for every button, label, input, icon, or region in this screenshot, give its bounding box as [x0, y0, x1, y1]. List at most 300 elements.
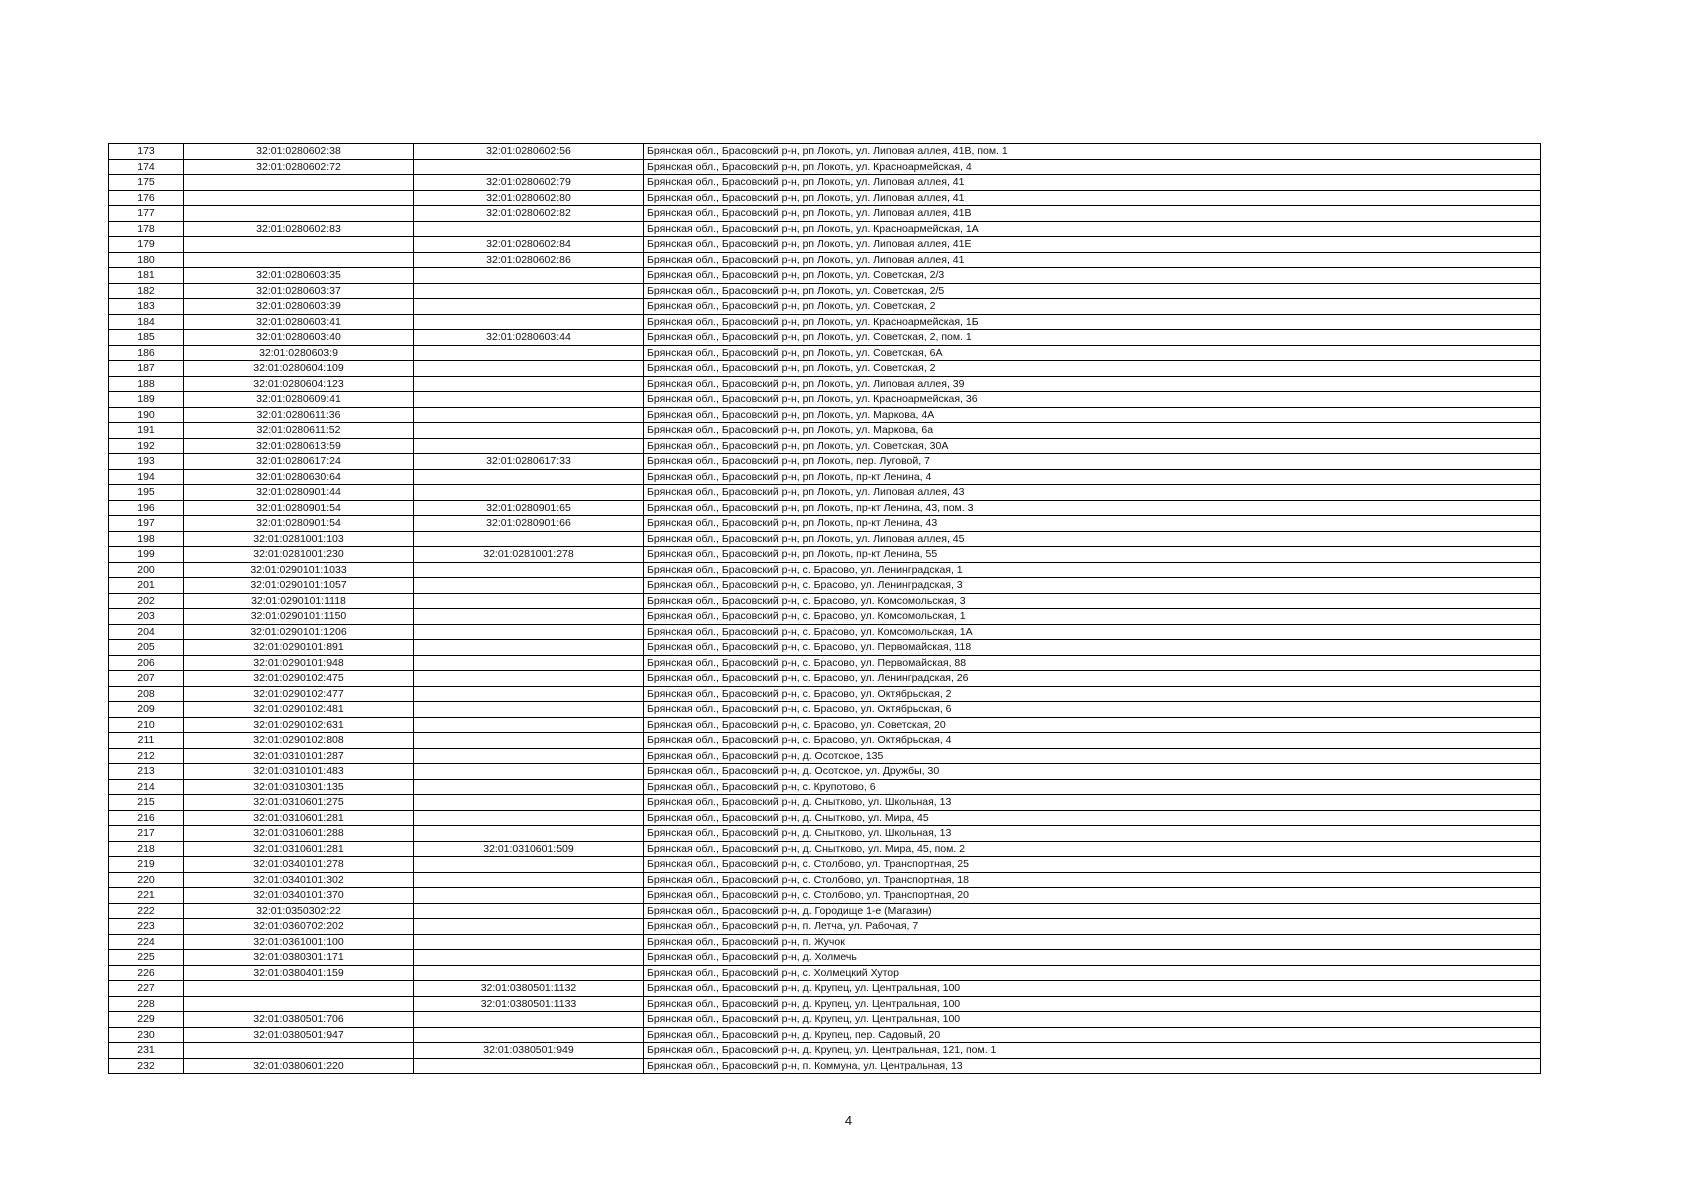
- related-cadastral-number-cell: 32:01:0280901:65: [414, 500, 644, 516]
- row-number-cell: 228: [109, 996, 184, 1012]
- table-row: [109, 407, 1541, 423]
- related-cadastral-number-cell: [414, 903, 644, 919]
- row-number-cell: 201: [109, 578, 184, 594]
- row-number-cell: 221: [109, 888, 184, 904]
- row-number-cell: 227: [109, 981, 184, 997]
- cadastral-number-cell: 32:01:0290102:481: [184, 702, 414, 718]
- related-cadastral-number-cell: 32:01:0380501:949: [414, 1043, 644, 1059]
- row-number-cell: 178: [109, 221, 184, 237]
- related-cadastral-number-cell: [414, 562, 644, 578]
- table-row: [109, 717, 1541, 733]
- table-row: [109, 996, 1541, 1012]
- row-number-cell: 210: [109, 717, 184, 733]
- table-row: [109, 485, 1541, 501]
- cadastral-number-cell: 32:01:0380401:159: [184, 965, 414, 981]
- address-cell: Брянская обл., Брасовский р-н, рп Локоть, пр-кт Ленина, 43: [644, 516, 1541, 532]
- cadastral-number-cell: 32:01:0280603:35: [184, 268, 414, 284]
- row-number-cell: 213: [109, 764, 184, 780]
- address-cell: Брянская обл., Брасовский р-н, рп Локоть, ул. Липовая аллея, 39: [644, 376, 1541, 392]
- address-cell: Брянская обл., Брасовский р-н, рп Локоть, ул. Липовая аллея, 43: [644, 485, 1541, 501]
- address-cell: Брянская обл., Брасовский р-н, д. Снытково, ул. Школьная, 13: [644, 795, 1541, 811]
- cadastral-number-cell: 32:01:0290102:477: [184, 686, 414, 702]
- table-row: [109, 345, 1541, 361]
- address-cell: Брянская обл., Брасовский р-н, п. Жучок: [644, 934, 1541, 950]
- related-cadastral-number-cell: [414, 593, 644, 609]
- related-cadastral-number-cell: [414, 702, 644, 718]
- related-cadastral-number-cell: [414, 268, 644, 284]
- related-cadastral-number-cell: [414, 733, 644, 749]
- table-row: [109, 206, 1541, 222]
- address-cell: Брянская обл., Брасовский р-н, рп Локоть, ул. Маркова, 6а: [644, 423, 1541, 439]
- cadastral-number-cell: 32:01:0280604:109: [184, 361, 414, 377]
- cadastral-number-cell: 32:01:0280603:40: [184, 330, 414, 346]
- related-cadastral-number-cell: [414, 578, 644, 594]
- address-cell: Брянская обл., Брасовский р-н, с. Столбово, ул. Транспортная, 25: [644, 857, 1541, 873]
- table-row: [109, 1058, 1541, 1074]
- address-cell: Брянская обл., Брасовский р-н, с. Брасово, ул. Ленинградская, 3: [644, 578, 1541, 594]
- address-cell: Брянская обл., Брасовский р-н, рп Локоть, ул. Красноармейская, 1А: [644, 221, 1541, 237]
- table-row: [109, 547, 1541, 563]
- row-number-cell: 196: [109, 500, 184, 516]
- address-cell: Брянская обл., Брасовский р-н, рп Локоть, ул. Советская, 2/5: [644, 283, 1541, 299]
- cadastral-number-cell: 32:01:0310601:288: [184, 826, 414, 842]
- row-number-cell: 191: [109, 423, 184, 439]
- related-cadastral-number-cell: 32:01:0280602:82: [414, 206, 644, 222]
- row-number-cell: 179: [109, 237, 184, 253]
- cadastral-number-cell: 32:01:0340101:370: [184, 888, 414, 904]
- address-cell: Брянская обл., Брасовский р-н, с. Брасово, ул. Первомайская, 118: [644, 640, 1541, 656]
- cadastral-number-cell: 32:01:0310601:281: [184, 841, 414, 857]
- table-row: [109, 361, 1541, 377]
- address-cell: Брянская обл., Брасовский р-н, рп Локоть, ул. Липовая аллея, 41В: [644, 206, 1541, 222]
- address-cell: Брянская обл., Брасовский р-н, с. Брасово, ул. Ленинградская, 1: [644, 562, 1541, 578]
- row-number-cell: 205: [109, 640, 184, 656]
- address-cell: Брянская обл., Брасовский р-н, с. Брасово, ул. Советская, 20: [644, 717, 1541, 733]
- cadastral-number-cell: 32:01:0280603:37: [184, 283, 414, 299]
- related-cadastral-number-cell: 32:01:0280602:80: [414, 190, 644, 206]
- address-cell: Брянская обл., Брасовский р-н, д. Крупец, ул. Центральная, 100: [644, 981, 1541, 997]
- table-row: [109, 903, 1541, 919]
- related-cadastral-number-cell: 32:01:0281001:278: [414, 547, 644, 563]
- row-number-cell: 187: [109, 361, 184, 377]
- related-cadastral-number-cell: [414, 407, 644, 423]
- address-cell: Брянская обл., Брасовский р-н, д. Снытково, ул. Школьная, 13: [644, 826, 1541, 842]
- cadastral-number-cell: 32:01:0290102:808: [184, 733, 414, 749]
- row-number-cell: 202: [109, 593, 184, 609]
- table-row: [109, 872, 1541, 888]
- related-cadastral-number-cell: [414, 857, 644, 873]
- cadastral-number-cell: [184, 237, 414, 253]
- address-cell: Брянская обл., Брасовский р-н, д. Осотское, ул. Дружбы, 30: [644, 764, 1541, 780]
- address-cell: Брянская обл., Брасовский р-н, рп Локоть, ул. Липовая аллея, 41: [644, 252, 1541, 268]
- row-number-cell: 176: [109, 190, 184, 206]
- table-row: [109, 190, 1541, 206]
- cadastral-number-cell: 32:01:0280609:41: [184, 392, 414, 408]
- row-number-cell: 181: [109, 268, 184, 284]
- related-cadastral-number-cell: [414, 934, 644, 950]
- row-number-cell: 226: [109, 965, 184, 981]
- table-row: [109, 330, 1541, 346]
- related-cadastral-number-cell: [414, 1058, 644, 1074]
- related-cadastral-number-cell: [414, 469, 644, 485]
- row-number-cell: 219: [109, 857, 184, 873]
- table-row: [109, 376, 1541, 392]
- related-cadastral-number-cell: [414, 1012, 644, 1028]
- related-cadastral-number-cell: [414, 717, 644, 733]
- table-row: [109, 299, 1541, 315]
- table-row: [109, 919, 1541, 935]
- related-cadastral-number-cell: [414, 392, 644, 408]
- address-cell: Брянская обл., Брасовский р-н, с. Брасово, ул. Комсомольская, 3: [644, 593, 1541, 609]
- table-row: [109, 593, 1541, 609]
- cadastral-number-cell: [184, 175, 414, 191]
- row-number-cell: 220: [109, 872, 184, 888]
- address-cell: Брянская обл., Брасовский р-н, д. Крупец, ул. Центральная, 100: [644, 1012, 1541, 1028]
- address-cell: Брянская обл., Брасовский р-н, рп Локоть, ул. Советская, 2: [644, 361, 1541, 377]
- related-cadastral-number-cell: [414, 965, 644, 981]
- cadastral-number-cell: [184, 996, 414, 1012]
- table-row: [109, 283, 1541, 299]
- cadastral-number-cell: 32:01:0280604:123: [184, 376, 414, 392]
- table-row: [109, 159, 1541, 175]
- related-cadastral-number-cell: [414, 221, 644, 237]
- address-cell: Брянская обл., Брасовский р-н, д. Снытково, ул. Мира, 45: [644, 810, 1541, 826]
- cadastral-number-cell: 32:01:0310601:275: [184, 795, 414, 811]
- address-cell: Брянская обл., Брасовский р-н, рп Локоть, ул. Советская, 6А: [644, 345, 1541, 361]
- row-number-cell: 231: [109, 1043, 184, 1059]
- related-cadastral-number-cell: 32:01:0380501:1133: [414, 996, 644, 1012]
- address-cell: Брянская обл., Брасовский р-н, д. Городище 1-е (Магазин): [644, 903, 1541, 919]
- table-row: [109, 764, 1541, 780]
- row-number-cell: 211: [109, 733, 184, 749]
- address-cell: Брянская обл., Брасовский р-н, рп Локоть, ул. Липовая аллея, 41: [644, 190, 1541, 206]
- related-cadastral-number-cell: [414, 671, 644, 687]
- cadastral-number-cell: 32:01:0340101:302: [184, 872, 414, 888]
- row-number-cell: 216: [109, 810, 184, 826]
- related-cadastral-number-cell: [414, 159, 644, 175]
- cadastral-number-cell: 32:01:0290102:475: [184, 671, 414, 687]
- address-cell: Брянская обл., Брасовский р-н, рп Локоть, пр-кт Ленина, 43, пом. 3: [644, 500, 1541, 516]
- related-cadastral-number-cell: [414, 376, 644, 392]
- related-cadastral-number-cell: [414, 624, 644, 640]
- related-cadastral-number-cell: [414, 748, 644, 764]
- related-cadastral-number-cell: [414, 531, 644, 547]
- cadastral-number-cell: 32:01:0310101:287: [184, 748, 414, 764]
- related-cadastral-number-cell: [414, 919, 644, 935]
- page-number: 4: [844, 1113, 853, 1128]
- row-number-cell: 177: [109, 206, 184, 222]
- row-number-cell: 229: [109, 1012, 184, 1028]
- related-cadastral-number-cell: [414, 655, 644, 671]
- table-row: [109, 438, 1541, 454]
- row-number-cell: 200: [109, 562, 184, 578]
- row-number-cell: 206: [109, 655, 184, 671]
- table-row: [109, 144, 1541, 160]
- address-cell: Брянская обл., Брасовский р-н, с. Брасово, ул. Октябрьская, 2: [644, 686, 1541, 702]
- row-number-cell: 190: [109, 407, 184, 423]
- row-number-cell: 183: [109, 299, 184, 315]
- related-cadastral-number-cell: 32:01:0280602:86: [414, 252, 644, 268]
- related-cadastral-number-cell: [414, 640, 644, 656]
- row-number-cell: 212: [109, 748, 184, 764]
- cadastral-number-cell: [184, 190, 414, 206]
- row-number-cell: 199: [109, 547, 184, 563]
- row-number-cell: 186: [109, 345, 184, 361]
- related-cadastral-number-cell: [414, 1027, 644, 1043]
- cadastral-number-cell: 32:01:0280602:72: [184, 159, 414, 175]
- row-number-cell: 224: [109, 934, 184, 950]
- cadastral-number-cell: 32:01:0281001:230: [184, 547, 414, 563]
- cadastral-number-cell: [184, 252, 414, 268]
- table-row: [109, 1043, 1541, 1059]
- related-cadastral-number-cell: [414, 609, 644, 625]
- cadastral-number-cell: [184, 1043, 414, 1059]
- table-row: [109, 1027, 1541, 1043]
- row-number-cell: 203: [109, 609, 184, 625]
- table-row: [109, 268, 1541, 284]
- address-cell: Брянская обл., Брасовский р-н, рп Локоть, ул. Красноармейская, 1Б: [644, 314, 1541, 330]
- cadastral-number-cell: 32:01:0280901:44: [184, 485, 414, 501]
- address-cell: Брянская обл., Брасовский р-н, с. Холмецкий Хутор: [644, 965, 1541, 981]
- cadastral-number-cell: 32:01:0280613:59: [184, 438, 414, 454]
- related-cadastral-number-cell: 32:01:0280617:33: [414, 454, 644, 470]
- address-cell: Брянская обл., Брасовский р-н, д. Крупец, ул. Центральная, 100: [644, 996, 1541, 1012]
- table-row: [109, 640, 1541, 656]
- related-cadastral-number-cell: [414, 779, 644, 795]
- cadastral-number-cell: 32:01:0280602:83: [184, 221, 414, 237]
- related-cadastral-number-cell: [414, 345, 644, 361]
- table-row: [109, 779, 1541, 795]
- address-cell: Брянская обл., Брасовский р-н, рп Локоть, ул. Липовая аллея, 45: [644, 531, 1541, 547]
- cadastral-number-cell: 32:01:0340101:278: [184, 857, 414, 873]
- table-row: [109, 795, 1541, 811]
- address-cell: Брянская обл., Брасовский р-н, рп Локоть, пер. Луговой, 7: [644, 454, 1541, 470]
- row-number-cell: 195: [109, 485, 184, 501]
- address-cell: Брянская обл., Брасовский р-н, рп Локоть, ул. Липовая аллея, 41: [644, 175, 1541, 191]
- row-number-cell: 192: [109, 438, 184, 454]
- address-cell: Брянская обл., Брасовский р-н, рп Локоть, ул. Красноармейская, 36: [644, 392, 1541, 408]
- table-row: [109, 671, 1541, 687]
- table-row: [109, 888, 1541, 904]
- related-cadastral-number-cell: [414, 795, 644, 811]
- cadastral-number-cell: 32:01:0290102:631: [184, 717, 414, 733]
- cadastral-number-cell: 32:01:0290101:891: [184, 640, 414, 656]
- address-cell: Брянская обл., Брасовский р-н, с. Брасово, ул. Комсомольская, 1А: [644, 624, 1541, 640]
- related-cadastral-number-cell: [414, 764, 644, 780]
- table-row: [109, 454, 1541, 470]
- related-cadastral-number-cell: [414, 283, 644, 299]
- cadastral-number-cell: 32:01:0280901:54: [184, 516, 414, 532]
- related-cadastral-number-cell: [414, 423, 644, 439]
- registry-table-body: [109, 144, 1541, 1074]
- address-cell: Брянская обл., Брасовский р-н, с. Брасово, ул. Первомайская, 88: [644, 655, 1541, 671]
- table-row: [109, 655, 1541, 671]
- address-cell: Брянская обл., Брасовский р-н, д. Осотское, 135: [644, 748, 1541, 764]
- table-row: [109, 175, 1541, 191]
- row-number-cell: 217: [109, 826, 184, 842]
- cadastral-number-cell: 32:01:0280617:24: [184, 454, 414, 470]
- address-cell: Брянская обл., Брасовский р-н, рп Локоть, ул. Красноармейская, 4: [644, 159, 1541, 175]
- row-number-cell: 232: [109, 1058, 184, 1074]
- table-row: [109, 562, 1541, 578]
- row-number-cell: 214: [109, 779, 184, 795]
- address-cell: Брянская обл., Брасовский р-н, д. Снытково, ул. Мира, 45, пом. 2: [644, 841, 1541, 857]
- table-row: [109, 469, 1541, 485]
- address-cell: Брянская обл., Брасовский р-н, рп Локоть, ул. Советская, 2/3: [644, 268, 1541, 284]
- cadastral-number-cell: 32:01:0361001:100: [184, 934, 414, 950]
- row-number-cell: 189: [109, 392, 184, 408]
- cadastral-number-cell: 32:01:0281001:103: [184, 531, 414, 547]
- address-cell: Брянская обл., Брасовский р-н, рп Локоть, ул. Советская, 30А: [644, 438, 1541, 454]
- table-row: [109, 314, 1541, 330]
- table-row: [109, 237, 1541, 253]
- row-number-cell: 193: [109, 454, 184, 470]
- related-cadastral-number-cell: 32:01:0280901:66: [414, 516, 644, 532]
- related-cadastral-number-cell: [414, 950, 644, 966]
- address-cell: Брянская обл., Брасовский р-н, д. Крупец, пер. Садовый, 20: [644, 1027, 1541, 1043]
- related-cadastral-number-cell: 32:01:0280602:79: [414, 175, 644, 191]
- table-row: [109, 950, 1541, 966]
- table-row: [109, 1012, 1541, 1028]
- address-cell: Брянская обл., Брасовский р-н, с. Брасово, ул. Комсомольская, 1: [644, 609, 1541, 625]
- address-cell: Брянская обл., Брасовский р-н, рп Локоть, пр-кт Ленина, 55: [644, 547, 1541, 563]
- table-row: [109, 624, 1541, 640]
- address-cell: Брянская обл., Брасовский р-н, п. Летча, ул. Рабочая, 7: [644, 919, 1541, 935]
- cadastral-number-cell: 32:01:0280611:36: [184, 407, 414, 423]
- row-number-cell: 225: [109, 950, 184, 966]
- cadastral-number-cell: 32:01:0290101:1150: [184, 609, 414, 625]
- related-cadastral-number-cell: [414, 810, 644, 826]
- property-registry-table: [108, 143, 1541, 1074]
- cadastral-number-cell: 32:01:0290101:1033: [184, 562, 414, 578]
- cadastral-number-cell: 32:01:0380501:947: [184, 1027, 414, 1043]
- address-cell: Брянская обл., Брасовский р-н, с. Брасово, ул. Октябрьская, 6: [644, 702, 1541, 718]
- cadastral-number-cell: 32:01:0290101:948: [184, 655, 414, 671]
- address-cell: Брянская обл., Брасовский р-н, рп Локоть, ул. Советская, 2, пом. 1: [644, 330, 1541, 346]
- table-row: [109, 841, 1541, 857]
- cadastral-number-cell: 32:01:0290101:1057: [184, 578, 414, 594]
- row-number-cell: 180: [109, 252, 184, 268]
- row-number-cell: 173: [109, 144, 184, 160]
- cadastral-number-cell: 32:01:0350302:22: [184, 903, 414, 919]
- related-cadastral-number-cell: 32:01:0310601:509: [414, 841, 644, 857]
- cadastral-number-cell: 32:01:0290101:1118: [184, 593, 414, 609]
- cadastral-number-cell: 32:01:0310601:281: [184, 810, 414, 826]
- row-number-cell: 209: [109, 702, 184, 718]
- table-row: [109, 392, 1541, 408]
- row-number-cell: 184: [109, 314, 184, 330]
- row-number-cell: 198: [109, 531, 184, 547]
- table-row: [109, 733, 1541, 749]
- cadastral-number-cell: [184, 981, 414, 997]
- related-cadastral-number-cell: [414, 299, 644, 315]
- address-cell: Брянская обл., Брасовский р-н, с. Столбово, ул. Транспортная, 18: [644, 872, 1541, 888]
- address-cell: Брянская обл., Брасовский р-н, рп Локоть, ул. Советская, 2: [644, 299, 1541, 315]
- row-number-cell: 204: [109, 624, 184, 640]
- table-row: [109, 748, 1541, 764]
- row-number-cell: 174: [109, 159, 184, 175]
- cadastral-number-cell: 32:01:0280901:54: [184, 500, 414, 516]
- row-number-cell: 222: [109, 903, 184, 919]
- related-cadastral-number-cell: 32:01:0380501:1132: [414, 981, 644, 997]
- related-cadastral-number-cell: 32:01:0280603:44: [414, 330, 644, 346]
- row-number-cell: 218: [109, 841, 184, 857]
- table-row: [109, 810, 1541, 826]
- address-cell: Брянская обл., Брасовский р-н, с. Столбово, ул. Транспортная, 20: [644, 888, 1541, 904]
- row-number-cell: 175: [109, 175, 184, 191]
- row-number-cell: 182: [109, 283, 184, 299]
- related-cadastral-number-cell: [414, 361, 644, 377]
- table-row: [109, 423, 1541, 439]
- cadastral-number-cell: 32:01:0280602:38: [184, 144, 414, 160]
- row-number-cell: 223: [109, 919, 184, 935]
- table-row: [109, 965, 1541, 981]
- related-cadastral-number-cell: [414, 438, 644, 454]
- table-row: [109, 857, 1541, 873]
- table-row: [109, 531, 1541, 547]
- row-number-cell: 185: [109, 330, 184, 346]
- cadastral-number-cell: [184, 206, 414, 222]
- table-row: [109, 934, 1541, 950]
- address-cell: Брянская обл., Брасовский р-н, рп Локоть, ул. Липовая аллея, 41Е: [644, 237, 1541, 253]
- address-cell: Брянская обл., Брасовский р-н, п. Коммуна, ул. Центральная, 13: [644, 1058, 1541, 1074]
- cadastral-number-cell: 32:01:0280603:39: [184, 299, 414, 315]
- table-row: [109, 981, 1541, 997]
- table-row: [109, 578, 1541, 594]
- table-row: [109, 516, 1541, 532]
- row-number-cell: 197: [109, 516, 184, 532]
- table-row: [109, 221, 1541, 237]
- related-cadastral-number-cell: [414, 686, 644, 702]
- row-number-cell: 230: [109, 1027, 184, 1043]
- cadastral-number-cell: 32:01:0280611:52: [184, 423, 414, 439]
- address-cell: Брянская обл., Брасовский р-н, с. Брасово, ул. Ленинградская, 26: [644, 671, 1541, 687]
- address-cell: Брянская обл., Брасовский р-н, д. Крупец, ул. Центральная, 121, пом. 1: [644, 1043, 1541, 1059]
- related-cadastral-number-cell: 32:01:0280602:56: [414, 144, 644, 160]
- cadastral-number-cell: 32:01:0360702:202: [184, 919, 414, 935]
- table-row: [109, 686, 1541, 702]
- table-row: [109, 500, 1541, 516]
- cadastral-number-cell: 32:01:0380301:171: [184, 950, 414, 966]
- table-row: [109, 252, 1541, 268]
- table-row: [109, 826, 1541, 842]
- table-row: [109, 609, 1541, 625]
- address-cell: Брянская обл., Брасовский р-н, с. Брасово, ул. Октябрьская, 4: [644, 733, 1541, 749]
- row-number-cell: 207: [109, 671, 184, 687]
- cadastral-number-cell: 32:01:0310101:483: [184, 764, 414, 780]
- related-cadastral-number-cell: [414, 826, 644, 842]
- row-number-cell: 188: [109, 376, 184, 392]
- related-cadastral-number-cell: [414, 888, 644, 904]
- address-cell: Брянская обл., Брасовский р-н, рп Локоть, ул. Липовая аллея, 41В, пом. 1: [644, 144, 1541, 160]
- cadastral-number-cell: 32:01:0290101:1206: [184, 624, 414, 640]
- cadastral-number-cell: 32:01:0280603:9: [184, 345, 414, 361]
- related-cadastral-number-cell: 32:01:0280602:84: [414, 237, 644, 253]
- cadastral-number-cell: 32:01:0280603:41: [184, 314, 414, 330]
- address-cell: Брянская обл., Брасовский р-н, рп Локоть, пр-кт Ленина, 4: [644, 469, 1541, 485]
- table-row: [109, 702, 1541, 718]
- related-cadastral-number-cell: [414, 485, 644, 501]
- address-cell: Брянская обл., Брасовский р-н, рп Локоть, ул. Маркова, 4А: [644, 407, 1541, 423]
- row-number-cell: 208: [109, 686, 184, 702]
- cadastral-number-cell: 32:01:0380501:706: [184, 1012, 414, 1028]
- row-number-cell: 215: [109, 795, 184, 811]
- cadastral-number-cell: 32:01:0280630:64: [184, 469, 414, 485]
- row-number-cell: 194: [109, 469, 184, 485]
- related-cadastral-number-cell: [414, 314, 644, 330]
- address-cell: Брянская обл., Брасовский р-н, д. Холмечь: [644, 950, 1541, 966]
- cadastral-number-cell: 32:01:0380601:220: [184, 1058, 414, 1074]
